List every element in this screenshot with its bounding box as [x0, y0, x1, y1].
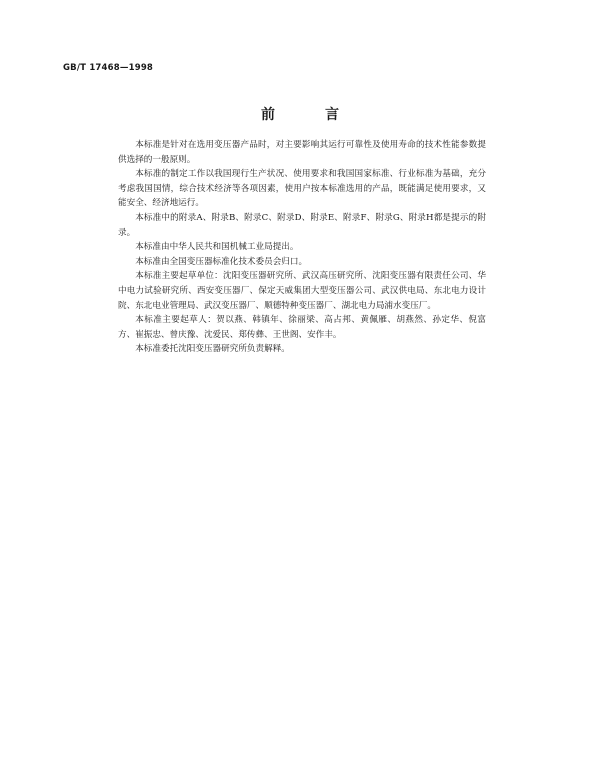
foreword-body	[118, 138, 486, 357]
paragraph-committee: 本标准由全国变压器标准化技术委员会归口。	[135, 256, 308, 267]
paragraph-basis: 本标准的制定工作以我国现行生产状况、使用要求和我国国家标准、行业标准为基础，充分考虑我国国情，综合技术经济等各项因素，使用户按本标准选用的产品，既能满足使用要求，又能安全、经济地运行。	[118, 169, 486, 209]
paragraph-drafting-units: 本标准主要起草单位：沈阳变压器研究所、武汉高压研究所、沈阳变压器有限责任公司、华中电力试验研究所、西安变压器厂、保定天威集团大型变压器公司、武汉供电局、东北电力设计院、东北电业管理局、武汉变压器厂、顺德特种变压器厂、湖北电力局浦水变压厂。	[118, 271, 486, 311]
paragraph-proposer: 本标准由中华人民共和国机械工业局提出。	[135, 242, 299, 253]
paragraph-interpretation: 本标准委托沈阳变压器研究所负责解释。	[135, 344, 290, 355]
paragraph-appendices: 本标准中的附录A、附录B、附录C、附录D、附录E、附录F、附录G、附录H都是提示的附录。	[118, 212, 486, 238]
page-title: 前 言	[261, 107, 357, 123]
paragraph-drafters: 本标准主要起草人：贺以燕、韩镇年、徐丽梁、高占邦、黄佩雁、胡燕然、孙定华、倪富方、崔振忠、曾庆豫、沈爱民、郑传彝、王世阁、安作丰。	[118, 315, 486, 340]
standard-code: GB/T 17468—1998	[63, 63, 154, 73]
paragraph-purpose: 本标准是针对在选用变压器产品时，对主要影响其运行可靠性及使用寿命的技术性能参数提供选择的一般原则。	[118, 140, 486, 165]
